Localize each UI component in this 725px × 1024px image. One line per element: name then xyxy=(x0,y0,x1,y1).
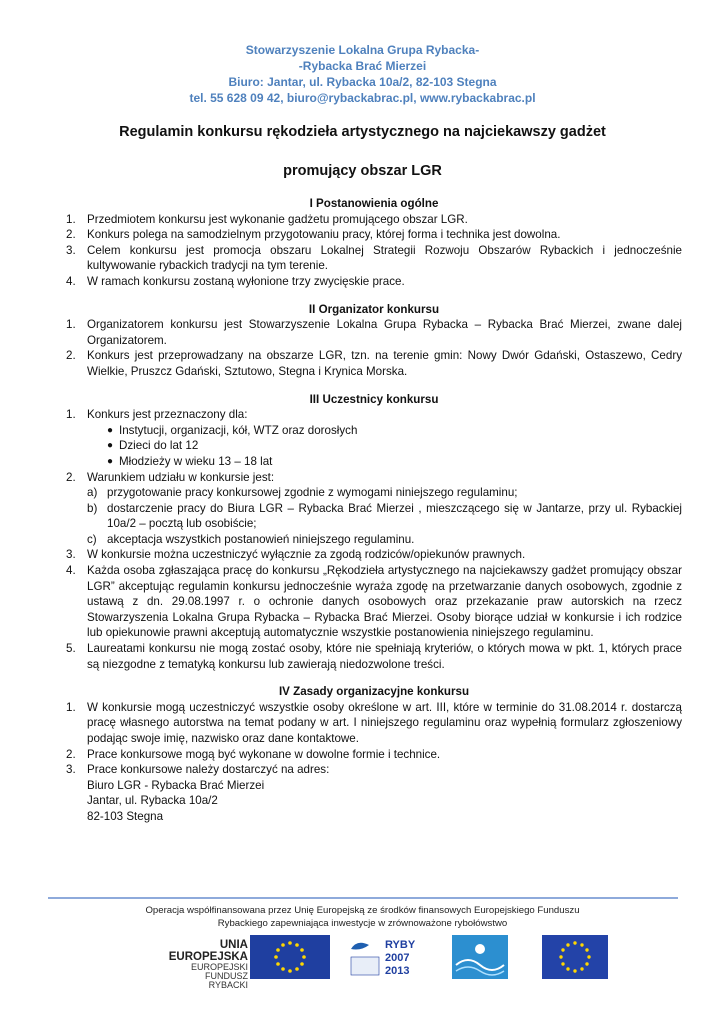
list-item: 3. Celem konkursu jest promocja obszaru Lokalnej Strategii Rozwoju Obszarów Rybackich i jednocześnie kultywowanie rybackich tradycji na tym terenie. xyxy=(66,243,682,273)
po-ryby-logo xyxy=(347,935,417,979)
list-item: 1. Konkurs jest przeznaczony dla: ● Instytucji, organizacji, kół, WTZ oraz dorosłych ● Dzieci do lat 12 ● Młodzieży w wieku 13 – 18 lat xyxy=(66,407,682,469)
footer-line-2: Rybackiego zapewniająca inwestycje w zrównoważone rybołówstwo xyxy=(217,918,508,929)
list-item: 4. Każda osoba zgłaszająca pracę do konkursu „Rękodzieła artystycznego na najciekawszy gadżet promujący obszar LGR” akceptując regulamin konkursu jednocześnie wyraża zgodę na przetwarzanie danych osobowych, zgodnie z ustawą z dn. 29.08.1997 r. o ochronie danych osobowych oraz przekazanie praw autorskich na rzecz Stowarzyszenia Lokalna Grupa Rybacka – Rybacka Brać Mierzei. Osoby biorące udział w konkursie i ich rodzice lub opiekunowie prawni akceptują automatycznie wszystkie postanowienia niniejszego regulaminu. xyxy=(66,564,682,640)
list-item: 2. Prace konkursowe mogą być wykonane w dowolne formie i technice. xyxy=(66,747,441,761)
header-address: Biuro: Jantar, ul. Rybacka 10a/2, 82-103 Stegna xyxy=(228,75,497,89)
section-4-list xyxy=(66,700,682,778)
list-item: 1. Organizatorem konkursu jest Stowarzyszenie Lokalna Grupa Rybacka – Rybacka Brać Mierzei, zwane dalej Organizatorem. xyxy=(66,318,682,347)
list-item: 2. Warunkiem udziału w konkursie jest: a) przygotowanie pracy konkursowej zgodnie z wymogami niniejszego regulaminu; b) dostarczenie pracy do Biura LGR – Rybacka Brać Mierzei , mieszczącego się w Jantarze, przy ul. Rybackiej 10a/2 – pocztą lub osobiście; c) akceptacja wszystkich postanowień niniejszego regulaminu. xyxy=(66,470,682,546)
section-heading: III Uczestnicy konkursu xyxy=(309,392,439,406)
list-item: 2. Konkurs polega na samodzielnym przygotowaniu pracy, której forma i technika jest dowolna. xyxy=(66,228,561,242)
bullet-icon: ● xyxy=(107,424,114,436)
list-item: 4. W ramach konkursu zostaną wyłonione trzy zwycięskie prace. xyxy=(66,274,405,288)
lettered-item: c) akceptacja wszystkich postanowień niniejszego regulaminu. xyxy=(87,532,415,546)
section-heading: I Postanowienia ogólne xyxy=(309,197,439,210)
organization-header xyxy=(0,42,725,106)
header-line-2: -Rybacka Brać Mierzei xyxy=(298,59,427,73)
sponsor-logos xyxy=(0,935,725,990)
footer-divider xyxy=(48,897,678,899)
delivery-address xyxy=(66,778,682,825)
section-2-list xyxy=(66,317,682,379)
section-heading: IV Zasady organizacyjne konkursu xyxy=(278,685,470,699)
bullet-list xyxy=(87,423,682,470)
eu-flag-icon xyxy=(542,935,608,979)
header-line-1: Stowarzyszenie Lokalna Grupa Rybacka- xyxy=(245,43,480,57)
funding-footer xyxy=(0,904,725,930)
svg-text:2007: 2007 xyxy=(385,952,410,964)
footer-line-1: Operacja współfinansowana przez Unię Europejską ze środków finansowych Europejskiego Funduszu xyxy=(145,905,580,916)
list-item: 2. Konkurs jest przeprowadzany na obszarze LGR, tzn. na terenie gmin: Nowy Dwór Gdański, Ostaszewo, Cedry Wielkie, Pruszcz Gdański, Sztutowo, Stegna i Krynica Morska. xyxy=(66,349,682,378)
address-line: Biuro LGR - Rybacka Brać Mierzei xyxy=(87,778,265,792)
header-contact: tel. 55 628 09 42, biuro@rybackabrac.pl, www.rybackabrac.pl xyxy=(189,91,536,105)
bullet-item: ● Instytucji, organizacji, kół, WTZ oraz dorosłych xyxy=(107,423,358,437)
lettered-list xyxy=(87,485,682,547)
bullet-icon: ● xyxy=(107,440,114,452)
eu-flag-icon xyxy=(250,935,330,979)
list-item: 3. Prace konkursowe należy dostarczyć na adres: xyxy=(66,763,330,777)
list-item: 3. W konkursie można uczestniczyć wyłącznie za zgodą rodziców/opiekunów prawnych. xyxy=(66,548,526,562)
list-item: 1. Przedmiotem konkursu jest wykonanie gadżetu promującego obszar LGR. xyxy=(66,212,468,226)
document-title-line-2: promujący obszar LGR xyxy=(283,163,442,179)
lgr-rybacka-brac-mierzei-logo xyxy=(452,935,508,979)
svg-text:RYBY: RYBY xyxy=(385,939,416,951)
bullet-icon: ● xyxy=(107,455,114,467)
list-item: 1. W konkursie mogą uczestniczyć wszystkie osoby określone w art. III, które w terminie do 31.08.2014 r. dostarczą pracę własnego autorstwa na temat podany w art. I niniejszego regulaminu oraz wypełnią formularz zgłoszeniowy podając swoje imię, nazwisko oraz dane kontaktowe. xyxy=(66,700,682,745)
lettered-item: b) dostarczenie pracy do Biura LGR – Rybacka Brać Mierzei , mieszczącego się w Jantarze, przy ul. Rybackiej 10a/2 – pocztą lub osobiście; xyxy=(87,501,682,531)
document-title-line-1: Regulamin konkursu rękodzieła artystycznego na najciekawszy gadżet xyxy=(119,124,606,140)
section-1-list xyxy=(66,212,682,290)
svg-text:2013: 2013 xyxy=(385,965,410,977)
eu-fisheries-fund-logo: UNIA EUROPEJSKA EUROPEJSKI FUNDUSZ RYBACKI xyxy=(168,939,248,990)
regulations-body xyxy=(66,196,682,825)
section-heading: II Organizator konkursu xyxy=(308,302,440,316)
address-line: Jantar, ul. Rybacka 10a/2 xyxy=(87,794,218,808)
section-3-list xyxy=(66,407,682,672)
address-line: 82-103 Stegna xyxy=(87,809,164,823)
lettered-item: a) przygotowanie pracy konkursowej zgodnie z wymogami niniejszego regulaminu; xyxy=(87,486,518,500)
bullet-item: ● Młodzieży w wieku 13 – 18 lat xyxy=(107,454,273,468)
list-item: 5. Laureatami konkursu nie mogą zostać osoby, które nie spełniają kryteriów, o których mowa w pkt. 1, których prace są niezgodne z tematyką konkursu lub zawierają niedozwolone treści. xyxy=(66,642,682,671)
bullet-item: ● Dzieci do lat 12 xyxy=(107,439,199,453)
